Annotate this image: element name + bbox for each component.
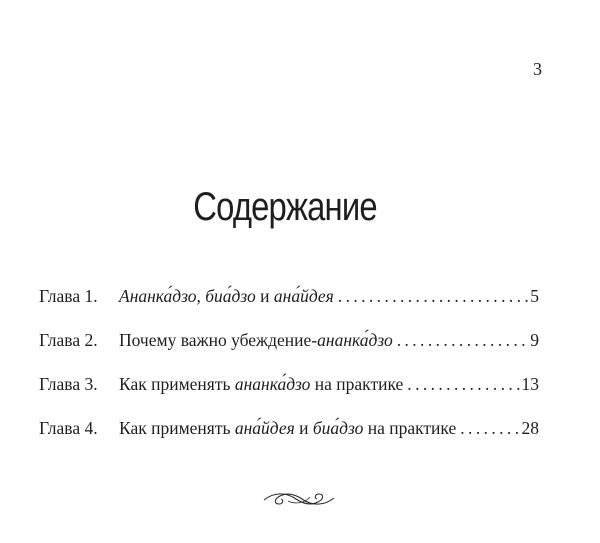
toc-page-number: 28 — [521, 418, 539, 438]
flourish-ornament-icon — [262, 488, 336, 510]
toc-title-italic-segment: ана́йдея — [273, 286, 334, 306]
toc-title-segment: Как применять — [119, 418, 235, 438]
toc-chapter-label: Глава 2. — [39, 330, 98, 350]
toc-page-number: 13 — [521, 374, 539, 394]
toc-title-segment: и — [294, 418, 313, 438]
toc-entry[interactable] — [39, 374, 539, 418]
toc-chapter-label: Глава 3. — [39, 374, 98, 394]
toc-title-segment: на практике — [363, 418, 457, 438]
toc-title-italic-segment: ана́йдея — [234, 418, 295, 438]
toc-page-number: 5 — [530, 286, 539, 306]
toc-title-segment: на практике — [310, 374, 404, 394]
toc-chapter-title — [119, 286, 334, 307]
toc-title-italic-segment: ананка́дзо — [317, 330, 393, 350]
toc-chapter-title — [119, 418, 456, 439]
toc-entry[interactable] — [39, 330, 539, 374]
toc-chapter-label: Глава 1. — [39, 286, 98, 306]
toc-title-italic-segment: биа́дзо — [312, 418, 364, 438]
toc-title-italic-segment: Ананка́дзо, биа́дзо — [119, 286, 256, 306]
toc-page-number: 9 — [530, 330, 539, 350]
toc-entry[interactable] — [39, 418, 539, 462]
toc-title-segment: Как применять — [119, 374, 235, 394]
toc-title-segment: Почему важно убеждение- — [119, 330, 318, 350]
toc-chapter-title — [119, 374, 403, 395]
toc-entry[interactable] — [39, 286, 539, 330]
toc-chapter-label: Глава 4. — [39, 418, 98, 438]
toc-chapter-title — [119, 330, 393, 351]
table-of-contents — [39, 286, 539, 462]
toc-title-italic-segment: ананка́дзо — [234, 374, 311, 394]
toc-leader-dots — [456, 418, 521, 439]
page-number: 3 — [533, 59, 542, 79]
page-title: Содержание — [193, 185, 377, 229]
toc-leader-dots — [393, 330, 531, 351]
toc-leader-dots — [334, 286, 530, 307]
toc-title-segment: и — [255, 286, 274, 306]
toc-leader-dots — [403, 374, 521, 395]
